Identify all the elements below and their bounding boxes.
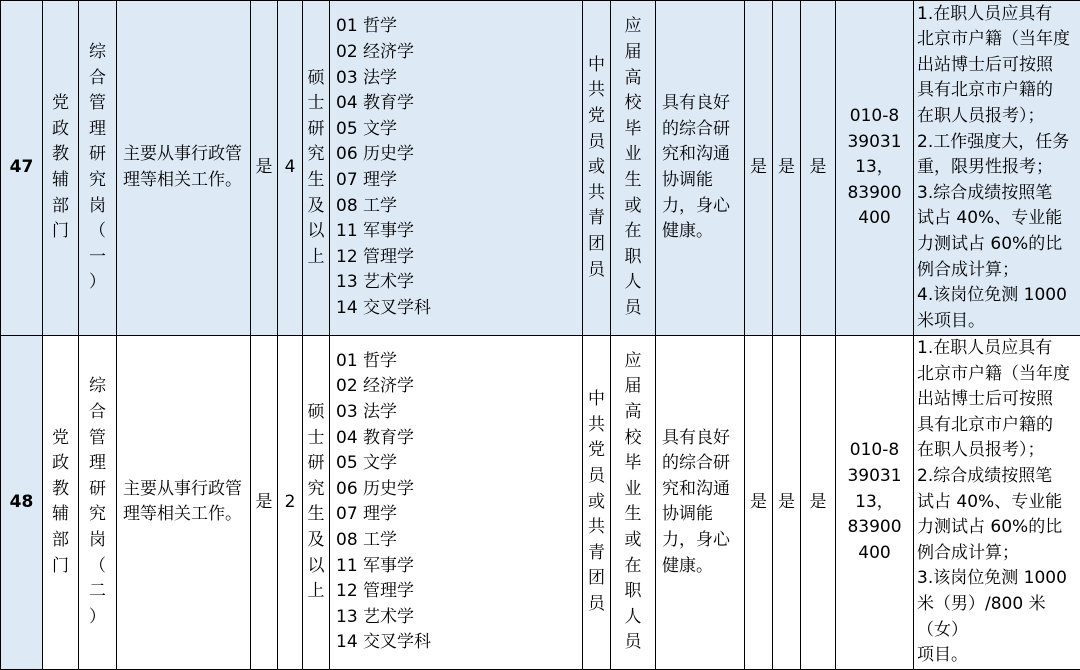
vertical-char: 或 (583, 155, 610, 181)
vertical-char: 理 (79, 117, 116, 143)
vertical-text (79, 374, 116, 630)
political-status-cell (583, 1, 611, 336)
vertical-char: 或 (611, 194, 655, 220)
vertical-char: 及 (303, 194, 329, 220)
vertical-char: 上 (303, 579, 329, 605)
department-cell (43, 1, 79, 336)
vertical-char: 研 (303, 451, 329, 477)
row-number: 48 (1, 336, 43, 670)
vertical-char: 生 (611, 168, 655, 194)
requirement-cell: 具有良好 的综合研 究和沟通 协调能 力，身心 健康。 (656, 1, 745, 336)
vertical-char: 以 (303, 554, 329, 580)
flag-cell-3: 是 (801, 1, 836, 336)
headcount-cell: 2 (278, 336, 303, 670)
vertical-char: 管 (79, 91, 116, 117)
vertical-char: 在 (611, 219, 655, 245)
vertical-char: 部 (43, 194, 78, 220)
vertical-char: 高 (611, 400, 655, 426)
vertical-char: 生 (611, 502, 655, 528)
phone-cell: 010-8 39031 13， 83900 400 (836, 336, 914, 670)
vertical-char: 辅 (43, 168, 78, 194)
table-row (1, 336, 1080, 670)
flag-cell-2: 是 (773, 1, 801, 336)
vertical-char: 生 (303, 168, 329, 194)
vertical-char: 合 (79, 66, 116, 92)
vertical-char: 研 (79, 142, 116, 168)
vertical-char: 青 (583, 541, 610, 567)
vertical-char: 业 (611, 142, 655, 168)
vertical-char: 门 (43, 554, 78, 580)
vertical-char: 校 (611, 91, 655, 117)
flag-cell-3: 是 (801, 336, 836, 670)
vertical-char: 共 (583, 78, 610, 104)
vertical-char: 职 (611, 579, 655, 605)
vertical-char: 员 (583, 130, 610, 156)
vertical-char: 管 (79, 426, 116, 452)
vertical-char: 究 (79, 168, 116, 194)
vertical-char: 岗 (79, 528, 116, 554)
vertical-char: 党 (583, 104, 610, 130)
vertical-char: ） (79, 605, 116, 631)
vertical-char: 人 (611, 605, 655, 631)
vertical-char: 党 (583, 438, 610, 464)
vertical-text (43, 91, 78, 245)
vertical-text (583, 53, 610, 283)
vertical-char: 上 (303, 245, 329, 271)
duty-cell: 主要从事行政管理等相关工作。 (117, 336, 251, 670)
vertical-char: 合 (79, 400, 116, 426)
vertical-char: 团 (583, 566, 610, 592)
vertical-char: 应 (611, 14, 655, 40)
vertical-char: 员 (583, 258, 610, 284)
vertical-char: 辅 (43, 502, 78, 528)
vertical-char: 员 (583, 592, 610, 618)
vertical-char: 二 (79, 579, 116, 605)
row-number: 47 (1, 1, 43, 336)
vertical-char: （ (79, 554, 116, 580)
vertical-char: 门 (43, 219, 78, 245)
vertical-char: 共 (583, 413, 610, 439)
vertical-char: 或 (583, 490, 610, 516)
vertical-char: 岗 (79, 194, 116, 220)
candidate-source-cell (611, 1, 656, 336)
vertical-char: 士 (303, 91, 329, 117)
vertical-char: 团 (583, 232, 610, 258)
notes-cell: 1.在职人员应具有 北京市户籍（当年度 出站博士后可按照 具有北京市户籍的 在职人员报考）； 2.综合成绩按照笔 试占 40%、专业能 力测试占 60%的比 例合成计算； 3.该岗位免测 1000 米（男）/800 米（女） 项目。 (914, 336, 1080, 670)
vertical-char: 以 (303, 219, 329, 245)
vertical-char: 党 (43, 91, 78, 117)
vertical-char: 一 (79, 245, 116, 271)
management-flag-cell: 是 (251, 336, 278, 670)
vertical-text (583, 387, 610, 617)
flag-cell-1: 是 (745, 1, 773, 336)
vertical-char: 共 (583, 181, 610, 207)
vertical-char: 理 (79, 451, 116, 477)
vertical-char: 究 (303, 477, 329, 503)
vertical-char: 教 (43, 477, 78, 503)
vertical-char: 究 (303, 142, 329, 168)
phone-cell: 010-8 39031 13， 83900 400 (836, 1, 914, 336)
vertical-char: ） (79, 270, 116, 296)
vertical-char: 教 (43, 142, 78, 168)
vertical-char: 共 (583, 515, 610, 541)
majors-cell: 01 哲学 02 经济学 03 法学 04 教育学 05 文学 06 历史学 07 理学 08 工学 11 军事学 12 管理学 13 艺术学 14 交叉学科 (330, 336, 583, 670)
vertical-char: 青 (583, 206, 610, 232)
vertical-char: 中 (583, 387, 610, 413)
vertical-char: 业 (611, 477, 655, 503)
post-name-cell (79, 336, 117, 670)
management-flag-cell: 是 (251, 1, 278, 336)
requirement-cell: 具有良好 的综合研 究和沟通 协调能 力，身心 健康。 (656, 336, 745, 670)
vertical-char: 及 (303, 528, 329, 554)
vertical-char: 综 (79, 40, 116, 66)
vertical-char: 硕 (303, 400, 329, 426)
vertical-char: 毕 (611, 117, 655, 143)
vertical-char: 生 (303, 502, 329, 528)
education-cell (303, 336, 330, 670)
vertical-char: 职 (611, 245, 655, 271)
vertical-char: 员 (611, 630, 655, 656)
vertical-char: 党 (43, 426, 78, 452)
education-cell (303, 1, 330, 336)
vertical-char: 校 (611, 426, 655, 452)
vertical-char: 毕 (611, 451, 655, 477)
vertical-char: （ (79, 219, 116, 245)
vertical-char: 届 (611, 40, 655, 66)
vertical-char: 研 (79, 477, 116, 503)
flag-cell-1: 是 (745, 336, 773, 670)
department-cell (43, 336, 79, 670)
vertical-char: 硕 (303, 66, 329, 92)
vertical-char: 综 (79, 374, 116, 400)
vertical-text (611, 349, 655, 656)
vertical-char: 在 (611, 554, 655, 580)
vertical-char: 员 (583, 464, 610, 490)
vertical-text (43, 426, 78, 580)
headcount-cell: 4 (278, 1, 303, 336)
vertical-char: 应 (611, 349, 655, 375)
vertical-char: 部 (43, 528, 78, 554)
notes-cell: 1.在职人员应具有 北京市户籍（当年度 出站博士后可按照 具有北京市户籍的 在职人员报考）； 2.工作强度大，任务 重，限男性报考； 3.综合成绩按照笔 试占 40%、专业能 力测试占 60%的比 例合成计算； 4.该岗位免测 1000 米项目。 (914, 1, 1080, 336)
vertical-char: 届 (611, 374, 655, 400)
vertical-char: 人 (611, 270, 655, 296)
flag-cell-2: 是 (773, 336, 801, 670)
vertical-text (303, 400, 329, 605)
vertical-text (79, 40, 116, 296)
table-row (1, 1, 1080, 336)
candidate-source-cell (611, 336, 656, 670)
post-name-cell (79, 1, 117, 336)
duty-cell: 主要从事行政管理等相关工作。 (117, 1, 251, 336)
vertical-char: 高 (611, 66, 655, 92)
vertical-char: 研 (303, 117, 329, 143)
vertical-char: 或 (611, 528, 655, 554)
vertical-text (611, 14, 655, 321)
vertical-char: 员 (611, 296, 655, 322)
majors-cell: 01 哲学 02 经济学 03 法学 04 教育学 05 文学 06 历史学 07 理学 08 工学 11 军事学 12 管理学 13 艺术学 14 交叉学科 (330, 1, 583, 336)
vertical-char: 政 (43, 451, 78, 477)
vertical-char: 究 (79, 502, 116, 528)
vertical-char: 中 (583, 53, 610, 79)
vertical-text (303, 66, 329, 271)
vertical-char: 士 (303, 426, 329, 452)
vertical-char: 政 (43, 117, 78, 143)
political-status-cell (583, 336, 611, 670)
